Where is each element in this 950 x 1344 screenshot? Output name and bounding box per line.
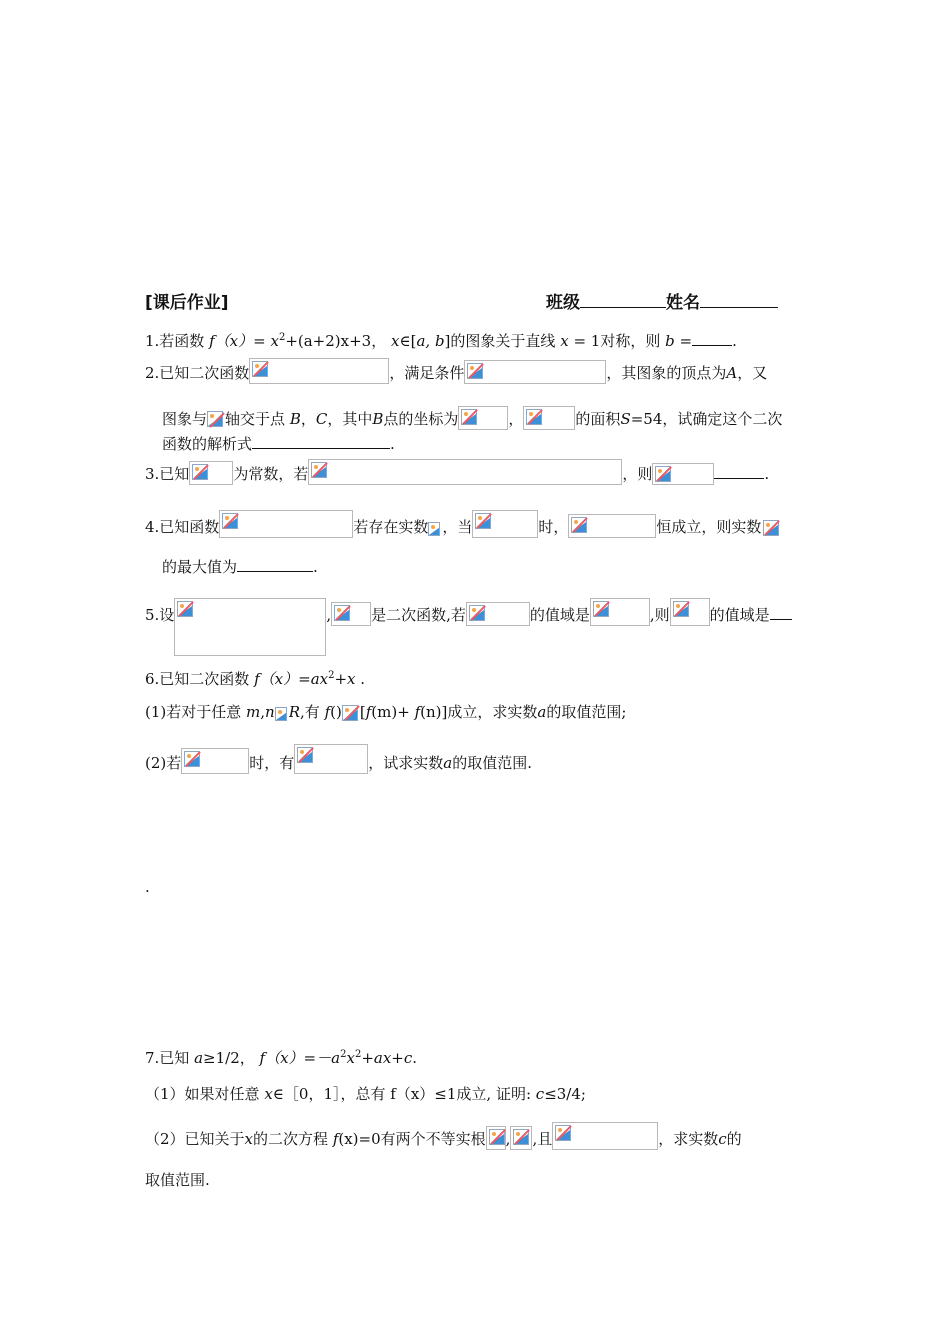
q6-p1-text3: ]成立，求实数: [441, 703, 538, 721]
q7-plus: +: [361, 1049, 374, 1067]
q1-b: b: [434, 332, 445, 350]
q6-p2-text2: 时，有: [249, 754, 295, 772]
q7-p2-text: （2）已知关于: [145, 1130, 245, 1148]
q6-fm: (m)+: [371, 703, 410, 721]
q4-text6: 的最大值为: [162, 558, 238, 576]
q4-text5: 恒成立，则实数: [656, 518, 762, 536]
q7-p1-text3: f（x）≤1成立, 证明:: [390, 1085, 531, 1103]
formula-image: [652, 463, 714, 485]
question-6-part-2: [145, 744, 532, 774]
q6-comma: ,: [260, 703, 266, 721]
q7-x: x: [346, 1049, 355, 1067]
q6-p1-text2: ,有: [300, 703, 320, 721]
q4-answer-blank[interactable]: [237, 557, 313, 572]
formula-image: [207, 410, 225, 430]
q6-m: m: [246, 703, 261, 721]
formula-image: [472, 510, 538, 538]
q7-ax: ax: [373, 1049, 392, 1067]
q6-p2-text: (2)若: [145, 754, 182, 772]
formula-image: [294, 744, 368, 774]
question-7: [145, 1048, 417, 1068]
q7-p2-text6: 的: [726, 1130, 742, 1148]
q2-text3: ，其图象的顶点为: [606, 364, 727, 382]
formula-image: [761, 518, 781, 538]
question-7-part-2: [145, 1122, 742, 1150]
formula-image: [174, 598, 326, 656]
q7-p1-text4: ≤3/4;: [544, 1085, 586, 1103]
q1-x3: x: [560, 332, 569, 350]
q6-R: R: [288, 703, 301, 721]
q4-text2: 若存在实数: [353, 518, 429, 536]
q7-a: a: [194, 1049, 204, 1067]
q6-ax: ax: [310, 670, 329, 688]
q5-text2: 是二次函数,若: [371, 606, 466, 624]
q5-text5: 的值域是: [709, 606, 770, 624]
formula-image: [189, 461, 233, 485]
q6-f2: f: [365, 703, 372, 721]
formula-image: [486, 1126, 506, 1150]
q7-f: f: [332, 1130, 339, 1148]
q4-text: 4.已知函数: [145, 518, 220, 536]
q7-cond: ≥1/2，: [203, 1049, 255, 1067]
q6-a: a: [537, 703, 547, 721]
q4-text3: ，当: [442, 518, 473, 536]
q3-period: .: [764, 465, 770, 483]
question-7-part-2-line-2: [145, 1170, 210, 1190]
q7-p2-text4: ,且: [532, 1130, 553, 1148]
q2-text: 2.已知二次函数: [145, 364, 250, 382]
question-2-line-3: [162, 434, 395, 454]
q7-comma: ,: [505, 1130, 511, 1148]
formula-image: [219, 510, 353, 538]
name-label: 姓名: [666, 293, 700, 313]
q6-f: f: [324, 703, 331, 721]
q7-period: .: [412, 1049, 418, 1067]
q3-text2: 为常数，若: [233, 465, 309, 483]
q6-p2-text4: 的取值范围.: [452, 754, 533, 772]
q1-text: 1.若函数: [145, 332, 205, 350]
q2-B2: B: [372, 410, 384, 428]
question-2-line-2: [162, 406, 782, 430]
question-7-part-1: [145, 1084, 586, 1104]
q1-text3: = 1对称，则: [573, 332, 661, 350]
q1-expr: +(a+2)x+3，: [285, 332, 387, 350]
q3-answer-blank[interactable]: [714, 464, 764, 479]
q6-f3: f: [414, 703, 421, 721]
q7-p2-text5: ，求实数: [658, 1130, 719, 1148]
q3-text3: ，则: [622, 465, 653, 483]
q7-x2: x: [264, 1085, 273, 1103]
question-6-part-1: [145, 702, 626, 723]
q1-text2: ]的图象关于直线: [444, 332, 556, 350]
q6-fn: (n): [420, 703, 442, 721]
name-blank[interactable]: [700, 293, 778, 308]
q7-fx: f（x）=－: [259, 1049, 332, 1067]
q4-text4: 时，: [538, 518, 569, 536]
q4-period: .: [313, 558, 318, 576]
q7-sup: 2: [340, 1049, 347, 1060]
q2-text11: 函数的解析式: [162, 435, 253, 453]
formula-image: [552, 1122, 658, 1150]
q7-c: c: [403, 1049, 413, 1067]
q2-comma: ，: [300, 410, 316, 428]
q6-sup: 2: [328, 670, 335, 681]
q2-text10: =54，试确定这个二次: [630, 410, 783, 428]
q1-answer-blank[interactable]: [692, 331, 732, 346]
question-5: [145, 598, 792, 656]
q6-fx: f（x）=: [254, 670, 311, 688]
class-label: 班级: [546, 293, 580, 313]
formula-image: [342, 703, 360, 723]
question-3: [145, 459, 769, 485]
q6-period: .: [360, 670, 366, 688]
formula-image: [568, 514, 656, 538]
q2-text6: 轴交于点: [225, 410, 286, 428]
q1-fx: f（x）=: [209, 332, 266, 350]
q2-text8: 点的坐标为: [383, 410, 459, 428]
question-4: [145, 510, 781, 538]
q5-answer-blank[interactable]: [770, 605, 792, 620]
question-4-line-2: [162, 557, 318, 577]
q6-x: x: [347, 670, 356, 688]
formula-image: [181, 748, 249, 774]
q1-sup: 2: [278, 332, 286, 343]
formula-image: [670, 598, 710, 626]
q1-eq: =: [679, 332, 693, 350]
q2-text9: 的面积: [575, 410, 621, 428]
class-name-fields: [546, 293, 778, 313]
q7-p1-text2: ∈［0，1］，总有: [272, 1085, 386, 1103]
formula-image: [464, 360, 606, 384]
q7-c3: c: [718, 1130, 727, 1148]
q6-paren: (): [330, 703, 342, 721]
q1-x: x: [270, 332, 279, 350]
q2-A: A: [726, 364, 738, 382]
q2-S: S: [620, 410, 631, 428]
homework-title: [课后作业]: [145, 293, 229, 313]
formula-image: [308, 459, 622, 485]
formula-image: [458, 406, 508, 430]
q2-text2: ，满足条件: [389, 364, 465, 382]
q2-comma2: ，: [508, 410, 524, 428]
q2-B: B: [289, 410, 301, 428]
q7-plus2: +: [391, 1049, 404, 1067]
q7-text: 7.已知: [145, 1049, 190, 1067]
formula-image: [249, 358, 389, 384]
formula-image: [590, 598, 650, 626]
q6-p2-text3: ，试求实数: [368, 754, 444, 772]
q7-p2-text7: 取值范围.: [145, 1171, 210, 1189]
formula-image: [331, 602, 371, 626]
q2-answer-blank[interactable]: [252, 434, 390, 449]
q2-text4: ，又: [737, 364, 768, 382]
q7-c2: c: [535, 1085, 545, 1103]
q3-text: 3.已知: [145, 465, 190, 483]
q1-period: .: [732, 332, 737, 350]
q2-C: C: [315, 410, 328, 428]
image-placeholder-icon: [275, 707, 287, 721]
q2-text5: 图象与: [162, 410, 208, 428]
formula-image: [466, 602, 530, 626]
class-blank[interactable]: [580, 293, 666, 308]
question-2: [145, 358, 767, 384]
formula-image: [428, 518, 442, 538]
formula-image: [510, 1126, 532, 1150]
q7-x3: x: [244, 1130, 254, 1148]
q6-a2: a: [443, 754, 453, 772]
q7-sup2: 2: [354, 1049, 362, 1060]
q5-text: 5.设: [145, 606, 175, 624]
q1-in: ∈[: [399, 332, 417, 350]
q2-period: .: [390, 435, 395, 453]
q6-p1-text4: 的取值范围;: [546, 703, 627, 721]
q6-bracket: [: [359, 703, 366, 721]
image-placeholder-icon: [428, 522, 440, 536]
q7-a2: a: [331, 1049, 341, 1067]
q6-text: 6.已知二次函数: [145, 670, 250, 688]
q1-a: a,: [416, 332, 431, 350]
q7-p1-text: （1）如果对任意: [145, 1085, 260, 1103]
formula-image: [275, 703, 289, 723]
q6-p1-text: (1)若对于任意: [145, 703, 242, 721]
question-1: [145, 331, 737, 351]
q2-text7: ，其中: [327, 410, 373, 428]
q7-p2-text2: 的二次方程: [253, 1130, 329, 1148]
q1-x2: x: [391, 332, 400, 350]
formula-image: [523, 406, 575, 430]
question-6: [145, 669, 365, 689]
stray-period: .: [145, 878, 150, 896]
q7-p2-text3: (x)=0有两个不等实根: [338, 1130, 486, 1148]
q5-comma: ,: [326, 606, 332, 624]
q1-b2: b: [665, 332, 675, 350]
q6-n: n: [265, 703, 275, 721]
q5-text4: ,则: [649, 606, 670, 624]
q5-text3: 的值域是: [529, 606, 590, 624]
q6-plus: +: [334, 670, 348, 688]
